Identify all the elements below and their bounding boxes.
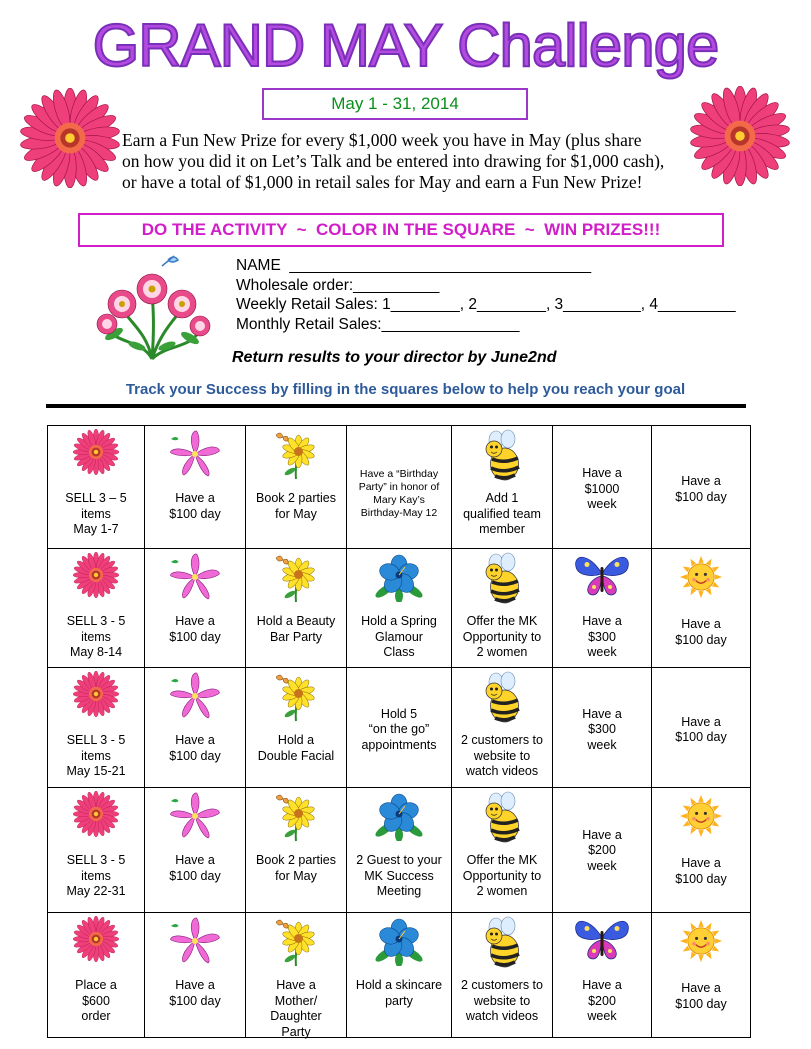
grid-row (48, 913, 751, 1038)
daisy-butterfly-icon (246, 916, 346, 968)
grid-square[interactable] (452, 668, 553, 788)
grid-square[interactable] (553, 913, 652, 1038)
grid-square[interactable] (452, 426, 553, 549)
grid-square[interactable] (246, 426, 347, 549)
sun-icon (652, 919, 750, 963)
square-label: Have a $100 day (675, 856, 727, 886)
grid-square[interactable] (145, 549, 246, 668)
grid-square[interactable] (246, 549, 347, 668)
grid-square[interactable] (347, 549, 452, 668)
square-label: Have a $100 day (675, 474, 727, 504)
grid-square[interactable] (48, 549, 145, 668)
butterfly-icon (553, 552, 651, 600)
divider (46, 404, 746, 408)
grid-square[interactable] (246, 668, 347, 788)
daisy-butterfly-icon (246, 552, 346, 604)
lily-icon (145, 671, 245, 721)
intro-line: Earn a Fun New Prize for every $1,000 week you have in May (plus share (122, 130, 642, 150)
square-label: Hold a Beauty Bar Party (256, 614, 336, 644)
grid-square[interactable] (452, 549, 553, 668)
grid-square[interactable] (48, 913, 145, 1038)
gerbera-icon (48, 552, 144, 598)
grid-square[interactable] (553, 668, 652, 788)
square-label: SELL 3 - 5 items May 22-31 (66, 853, 126, 898)
bee-icon (452, 671, 552, 725)
grid-row (48, 668, 751, 788)
square-label: Offer the MK Opportunity to 2 women (462, 853, 542, 898)
square-label: 2 customers to website to watch videos (461, 978, 543, 1023)
gerbera-flower-left-icon (20, 88, 120, 188)
grid-square[interactable] (452, 788, 553, 913)
daisy-butterfly-icon (246, 791, 346, 843)
square-label: Have a Mother/ Daughter Party (270, 978, 322, 1039)
bee-icon (452, 429, 552, 483)
square-label: Hold 5 “on the go” appointments (361, 706, 437, 752)
grid-square[interactable] (652, 788, 751, 913)
hibiscus-icon (347, 916, 451, 966)
square-label: Book 2 parties for May (256, 853, 336, 883)
grid-row (48, 788, 751, 913)
lily-icon (145, 916, 245, 966)
activity-banner: DO THE ACTIVITY ~ COLOR IN THE SQUARE ~ WIN PRIZES!!! (78, 213, 724, 247)
square-label: Have a $100 day (169, 853, 221, 883)
square-label: Have a “Birthday Party” in honor of Mary Kay’s Birthday-May 12 (358, 467, 440, 519)
daisy-butterfly-icon (246, 429, 346, 481)
bee-icon (452, 552, 552, 606)
square-label: SELL 3 – 5 items May 1-7 (65, 491, 127, 536)
square-label: Have a $100 day (169, 614, 221, 644)
grid-square[interactable] (145, 788, 246, 913)
bee-icon (452, 791, 552, 845)
name-field[interactable]: NAME ___________________________________ (236, 257, 592, 274)
gerbera-icon (48, 791, 144, 837)
sun-icon (652, 555, 750, 599)
square-label: Have a $300 week (582, 706, 622, 752)
grid-square[interactable] (652, 549, 751, 668)
weekly-retail-sales-field[interactable]: Weekly Retail Sales: 1________, 2________, 3_________, 4_________ (236, 296, 736, 313)
grid-row (48, 549, 751, 668)
grid-square[interactable] (246, 788, 347, 913)
square-label: Hold a Spring Glamour Class (361, 614, 437, 659)
intro-line: or have a total of $1,000 in retail sales for May and earn a Fun New Prize! (122, 172, 643, 192)
lily-icon (145, 429, 245, 479)
lily-icon (145, 791, 245, 841)
grid-square[interactable] (652, 426, 751, 549)
square-label: Have a $200 week (582, 978, 622, 1023)
track-note: Track your Success by filling in the squares below to help you reach your goal (125, 381, 686, 398)
participant-form (236, 256, 736, 334)
intro-line: on how you did it on Let’s Talk and be entered into drawing for $1,000 cash), (122, 151, 665, 171)
grid-square[interactable] (452, 913, 553, 1038)
grid-square[interactable] (48, 426, 145, 549)
grid-square[interactable] (145, 426, 246, 549)
return-note: Return results to your director by June2nd (232, 349, 557, 366)
grid-square[interactable] (347, 913, 452, 1038)
grid-square[interactable] (48, 788, 145, 913)
square-label: SELL 3 - 5 items May 8-14 (66, 614, 126, 659)
bee-icon (452, 916, 552, 970)
square-label: Have a $100 day (169, 978, 221, 1008)
square-label: Hold a skincare party (355, 978, 443, 1008)
grid-square[interactable] (553, 549, 652, 668)
grid-row (48, 426, 751, 549)
lily-icon (145, 552, 245, 602)
daisy-butterfly-icon (246, 671, 346, 723)
hibiscus-icon (347, 791, 451, 841)
square-label: Have a $100 day (675, 617, 727, 647)
square-label: Hold a Double Facial (257, 733, 335, 763)
square-label: Have a $300 week (582, 614, 622, 659)
square-label: Place a $600 order (75, 978, 117, 1023)
gerbera-icon (48, 916, 144, 962)
grid-square[interactable] (553, 426, 652, 549)
grid-square[interactable] (145, 668, 246, 788)
grid-square[interactable] (145, 913, 246, 1038)
square-label: SELL 3 - 5 items May 15-21 (66, 733, 126, 778)
flower-bouquet-icon (92, 254, 212, 364)
square-label: Have a $1000 week (582, 466, 622, 512)
page-title: GRAND MAY Challenge (92, 12, 719, 79)
square-label: Have a $100 day (675, 981, 727, 1011)
monthly-retail-sales-field[interactable]: Monthly Retail Sales:________________ (236, 315, 520, 333)
square-label: Add 1 qualified team member (463, 491, 541, 536)
grid-square[interactable] (48, 668, 145, 788)
square-label: Book 2 parties for May (256, 491, 336, 521)
grid-square[interactable] (347, 788, 452, 913)
square-label: 2 Guest to your MK Success Meeting (356, 853, 442, 898)
sun-icon (652, 794, 750, 838)
grid-square[interactable] (347, 426, 452, 549)
square-label: 2 customers to website to watch videos (461, 733, 543, 778)
date-range-box: May 1 - 31, 2014 (262, 88, 528, 120)
gerbera-icon (48, 671, 144, 717)
grid-square[interactable] (652, 668, 751, 788)
grid-square[interactable] (652, 913, 751, 1038)
square-label: Have a $200 week (582, 827, 622, 873)
grid-square[interactable] (347, 668, 452, 788)
intro-text (122, 130, 722, 193)
hibiscus-icon (347, 552, 451, 602)
square-label: Have a $100 day (169, 733, 221, 763)
wholesale-order-field[interactable]: Wholesale order:__________ (236, 276, 440, 294)
grid-square[interactable] (553, 788, 652, 913)
gerbera-icon (48, 429, 144, 475)
square-label: Offer the MK Opportunity to 2 women (462, 614, 542, 659)
challenge-grid (47, 425, 751, 1038)
butterfly-icon (553, 916, 651, 964)
square-label: Have a $100 day (169, 491, 221, 521)
grid-square[interactable] (246, 913, 347, 1038)
square-label: Have a $100 day (675, 714, 727, 744)
